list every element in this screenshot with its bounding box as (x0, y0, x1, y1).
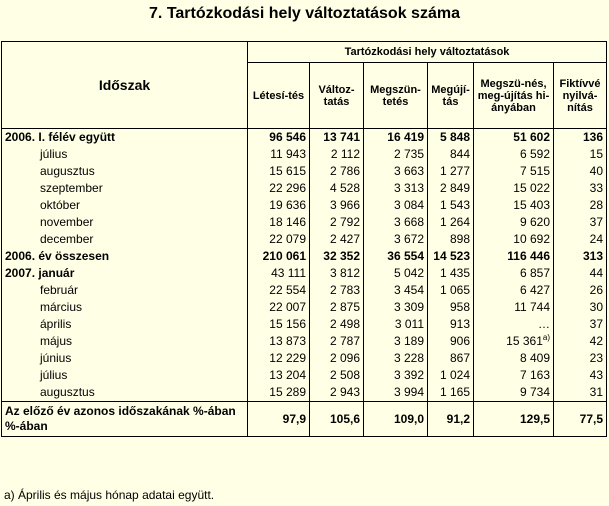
cell: 1 264 (428, 214, 474, 231)
cell: 313 (554, 248, 607, 265)
cell: 5 042 (364, 265, 428, 282)
cell: 9 734 (474, 384, 554, 402)
header-group: Tartózkodási hely változtatások (248, 42, 607, 63)
cell: 12 229 (248, 350, 310, 367)
cell: 210 061 (248, 248, 310, 265)
cell: … (474, 316, 554, 333)
cell: 15 156 (248, 316, 310, 333)
table-row (2, 367, 607, 384)
row-label: augusztus (2, 163, 248, 180)
cell: 2 849 (428, 180, 474, 197)
column-header-2: Változ-tatás (310, 63, 364, 129)
row-label: július (2, 146, 248, 163)
table-row (2, 384, 607, 402)
cell: 22 079 (248, 231, 310, 248)
cell: 3 189 (364, 333, 428, 350)
table-row (2, 299, 607, 316)
cell: 2 787 (310, 333, 364, 350)
table-row (2, 282, 607, 299)
summary-cell: 105,6 (310, 402, 364, 437)
cell: 36 554 (364, 248, 428, 265)
cell: 15 289 (248, 384, 310, 402)
cell: 3 454 (364, 282, 428, 299)
cell: 5 848 (428, 129, 474, 147)
cell: 2 875 (310, 299, 364, 316)
cell: 31 (554, 384, 607, 402)
cell: 33 (554, 180, 607, 197)
cell: 15 361$^{a)}$ (474, 333, 554, 350)
cell: 16 419 (364, 129, 428, 147)
table-row (2, 350, 607, 367)
summary-label: Az előző év azonos időszakának %-ában %-ában (2, 402, 248, 437)
cell: 906 (428, 333, 474, 350)
cell: 30 (554, 299, 607, 316)
cell: 22 007 (248, 299, 310, 316)
cell: 13 204 (248, 367, 310, 384)
cell: 3 011 (364, 316, 428, 333)
table-row (2, 180, 607, 197)
column-header-6: Fiktívvé nyilvá-nítás (554, 63, 607, 129)
table-row (2, 163, 607, 180)
row-label: november (2, 214, 248, 231)
cell: 22 296 (248, 180, 310, 197)
table-row (2, 333, 607, 350)
column-header-4: Megújí-tás (428, 63, 474, 129)
cell: 4 528 (310, 180, 364, 197)
cell: 3 668 (364, 214, 428, 231)
cell: 11 744 (474, 299, 554, 316)
cell: 6 427 (474, 282, 554, 299)
cell: 40 (554, 163, 607, 180)
cell: 19 636 (248, 197, 310, 214)
cell: 43 (554, 367, 607, 384)
cell: 958 (428, 299, 474, 316)
summary-cell: 97,9 (248, 402, 310, 437)
row-label: szeptember (2, 180, 248, 197)
column-header-1: Létesí-tés (248, 63, 310, 129)
cell: 2 096 (310, 350, 364, 367)
row-label: augusztus (2, 384, 248, 402)
cell: 2 943 (310, 384, 364, 402)
table-row (2, 197, 607, 214)
table-row (2, 129, 607, 147)
cell: 7 515 (474, 163, 554, 180)
cell: 7 163 (474, 367, 554, 384)
cell: 37 (554, 316, 607, 333)
summary-cell: 109,0 (364, 402, 428, 437)
row-label: június (2, 350, 248, 367)
cell: 136 (554, 129, 607, 147)
cell: 13 741 (310, 129, 364, 147)
cell: 37 (554, 214, 607, 231)
row-label: március (2, 299, 248, 316)
column-header-3: Megszün-tetés (364, 63, 428, 129)
cell: 1 165 (428, 384, 474, 402)
cell: 18 146 (248, 214, 310, 231)
cell: 3 084 (364, 197, 428, 214)
cell: 24 (554, 231, 607, 248)
cell: 844 (428, 146, 474, 163)
table-row (2, 265, 607, 282)
cell: 3 994 (364, 384, 428, 402)
cell: 1 024 (428, 367, 474, 384)
cell: 3 812 (310, 265, 364, 282)
table-row (2, 316, 607, 333)
cell: 913 (428, 316, 474, 333)
summary-cell: 77,5 (554, 402, 607, 437)
row-label: 2006. I. félév együtt (2, 129, 248, 147)
cell: 2 112 (310, 146, 364, 163)
cell: 2 735 (364, 146, 428, 163)
row-label: február (2, 282, 248, 299)
row-label: 2006. év összesen (2, 248, 248, 265)
cell: 32 352 (310, 248, 364, 265)
cell: 15 615 (248, 163, 310, 180)
cell: 26 (554, 282, 607, 299)
table-row (2, 146, 607, 163)
row-label: október (2, 197, 248, 214)
cell: 2 783 (310, 282, 364, 299)
cell: 2 427 (310, 231, 364, 248)
table-row (2, 231, 607, 248)
cell: 2 792 (310, 214, 364, 231)
cell: 2 498 (310, 316, 364, 333)
cell: 28 (554, 197, 607, 214)
row-label: április (2, 316, 248, 333)
cell: 6 592 (474, 146, 554, 163)
cell: 3 966 (310, 197, 364, 214)
cell: 22 554 (248, 282, 310, 299)
cell: 116 446 (474, 248, 554, 265)
cell: 6 857 (474, 265, 554, 282)
cell: 23 (554, 350, 607, 367)
row-label: 2007. január (2, 265, 248, 282)
cell: 9 620 (474, 214, 554, 231)
cell: 15 403 (474, 197, 554, 214)
cell: 96 546 (248, 129, 310, 147)
footnote-marker: a) (542, 333, 550, 342)
cell: 15 022 (474, 180, 554, 197)
cell: 1 277 (428, 163, 474, 180)
cell: 10 692 (474, 231, 554, 248)
cell: 867 (428, 350, 474, 367)
cell: 3 672 (364, 231, 428, 248)
cell: 13 873 (248, 333, 310, 350)
summary-cell: 129,5 (474, 402, 554, 437)
footnote: a) Április és május hónap adatai együtt. (4, 488, 215, 502)
table-row (2, 214, 607, 231)
cell: 11 943 (248, 146, 310, 163)
cell: 2 508 (310, 367, 364, 384)
summary-cell: 91,2 (428, 402, 474, 437)
cell: 3 309 (364, 299, 428, 316)
cell: 3 392 (364, 367, 428, 384)
row-label: december (2, 231, 248, 248)
column-header-5: Megszü-nés, meg-újítás hi-ányában (474, 63, 554, 129)
row-label: július (2, 367, 248, 384)
cell: 3 663 (364, 163, 428, 180)
row-label: május (2, 333, 248, 350)
cell: 1 065 (428, 282, 474, 299)
header-period: Időszak (2, 42, 248, 129)
cell: 44 (554, 265, 607, 282)
cell: 42 (554, 333, 607, 350)
cell: 15 (554, 146, 607, 163)
cell: 898 (428, 231, 474, 248)
cell: 51 602 (474, 129, 554, 147)
cell: 2 786 (310, 163, 364, 180)
summary-row (2, 402, 607, 437)
table-title: 7. Tartózkodási hely változtatások száma (149, 5, 460, 22)
cell: 43 111 (248, 265, 310, 282)
cell: 8 409 (474, 350, 554, 367)
cell: 14 523 (428, 248, 474, 265)
cell: 3 313 (364, 180, 428, 197)
cell: 1 543 (428, 197, 474, 214)
data-table (1, 41, 607, 437)
cell: 3 228 (364, 350, 428, 367)
cell: 1 435 (428, 265, 474, 282)
table-row (2, 248, 607, 265)
